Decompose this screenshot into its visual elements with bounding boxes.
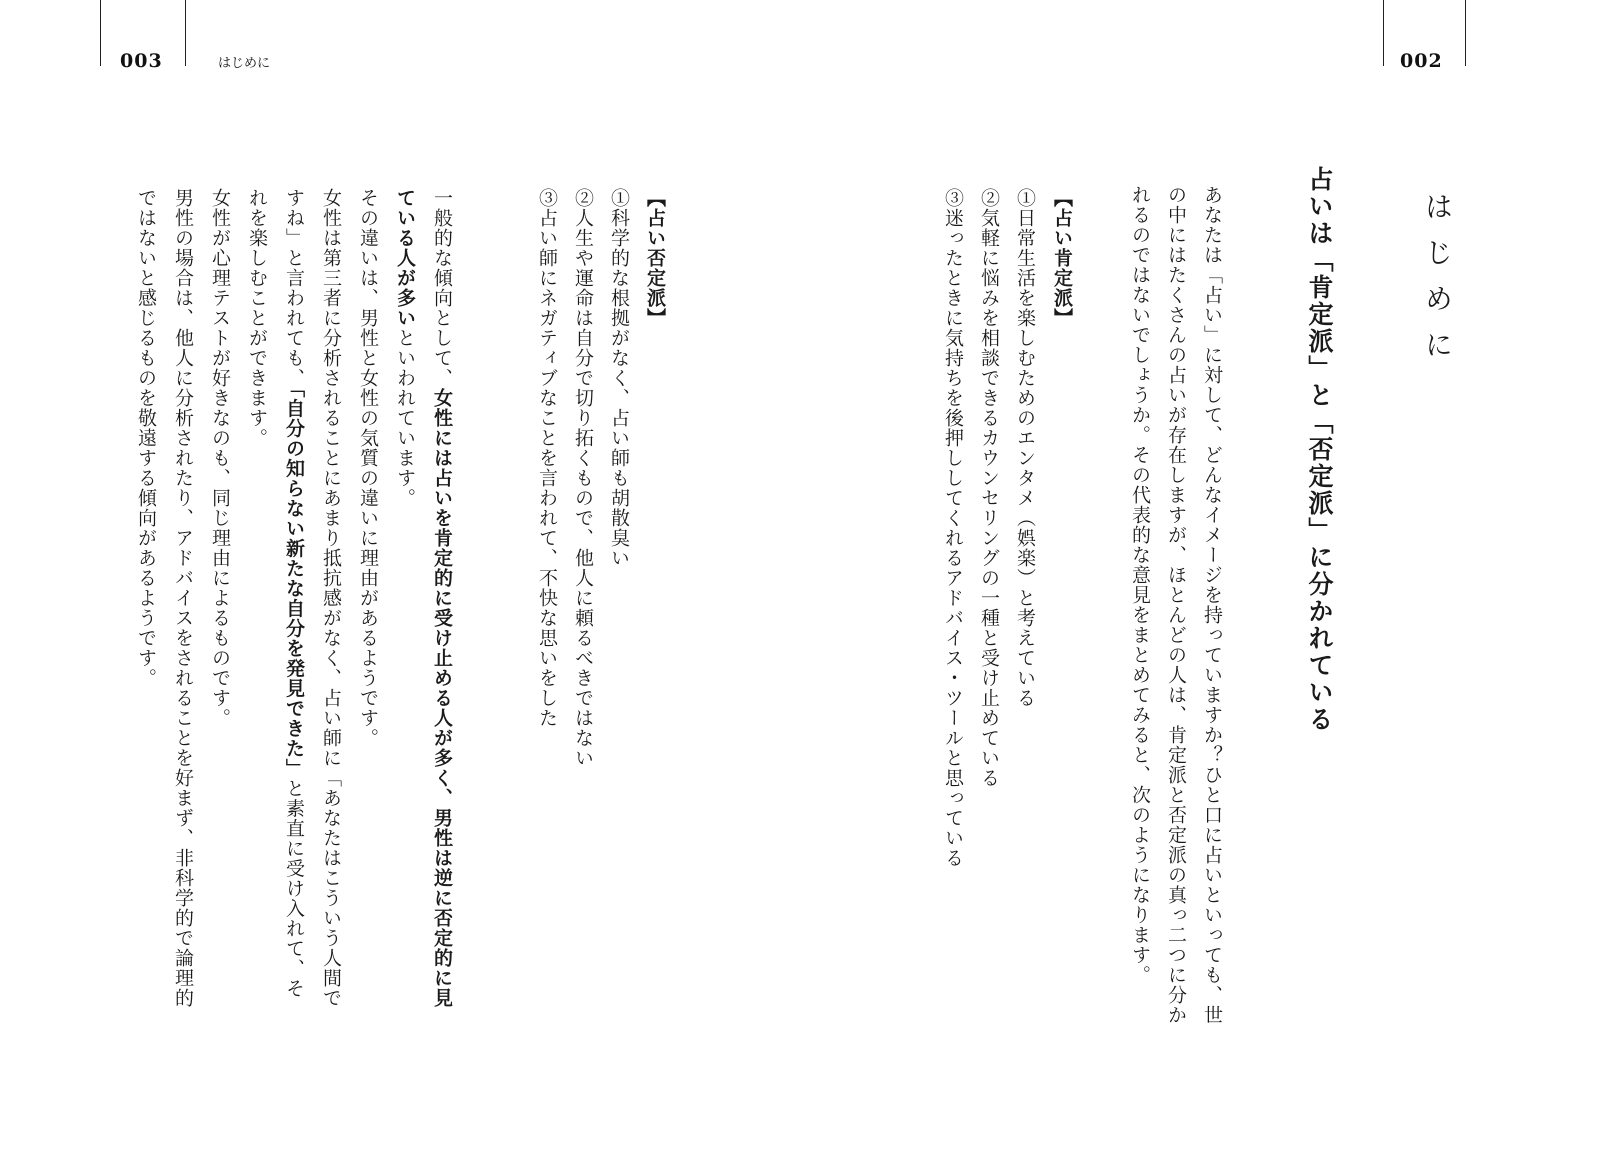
paragraph-3-tail: と素直に受け入れて、それを楽しむことができます。 (246, 188, 305, 999)
con-item-1: ①科学的な根拠がなく、占い師も胡散臭い (608, 188, 630, 568)
paragraph-3-lead: 女性は第三者に分析されることにあまり抵抗感がなく、占い師に「あなたはこういう人間ですね」と言われても、 (283, 188, 342, 1008)
left-inner-rule (185, 0, 186, 66)
right-page-number: 002 (1400, 50, 1443, 72)
right-outer-rule (1465, 0, 1466, 66)
chapter-title: はじめに (1421, 192, 1454, 376)
con-item-3: ③占い師にネガティブなことを言われて、不快な思いをした (536, 188, 558, 728)
paragraph-4: 女性が心理テストが好きなのも、同じ理由によるものです。 (209, 188, 231, 728)
pro-item-3: ③迷ったときに気持ちを後押ししてくれるアドバイス・ツールと思っている (942, 188, 964, 868)
con-item-2: ②人生や運命は自分で切り拓くもので、他人に頼るべきではない (572, 188, 594, 768)
running-head: はじめに (218, 56, 271, 71)
body-paragraphs (127, 188, 460, 1018)
left-page-number: 003 (120, 50, 163, 72)
pro-item-2: ②気軽に悩みを相談できるカウンセリングの一種と受け止めている (978, 188, 1000, 788)
paragraph-2: その違いは、男性と女性の気質の違いに理由があるようです。 (357, 188, 379, 748)
right-inner-rule (1383, 0, 1384, 66)
paragraph-3 (246, 188, 342, 1008)
paragraph-3-emphasis: 「自分の知らない新たな自分を発見できた」 (283, 388, 305, 779)
paragraph-1-tail: といわれています。 (394, 328, 416, 508)
pro-label: 【占い肯定派】 (1051, 188, 1073, 328)
paragraph-1-emphasis: 女性には占いを肯定的に受け止める人が多く、男性は逆に否定的に見ている人が多い (394, 188, 453, 1008)
paragraph-5: 男性の場合は、他人に分析されたり、アドバイスをされることを好まず、非科学的で論理的ではないと感じるものを敬遠する傾向があるようです。 (135, 188, 194, 1008)
pro-item-1: ①日常生活を楽しむためのエンタメ（娯楽）と考えている (1014, 188, 1036, 708)
intro-paragraph: あなたは「占い」に対して、どんなイメージを持っていますか？ひと口に占いといっても、世の中にはたくさんの占いが存在しますが、ほとんどの人は、肯定派と否定派の真っ二つに分かれるのではないでしょうか。その代表的な意見をまとめてみると、次のようになります。 (1129, 185, 1223, 1025)
left-outer-rule (100, 0, 101, 66)
section-heading: 占いは「肯定派」と「否定派」に分かれている (1305, 166, 1334, 733)
con-label: 【占い否定派】 (644, 188, 666, 328)
paragraph-1 (394, 188, 453, 1008)
paragraph-1-lead: 一般的な傾向として、 (431, 188, 453, 388)
